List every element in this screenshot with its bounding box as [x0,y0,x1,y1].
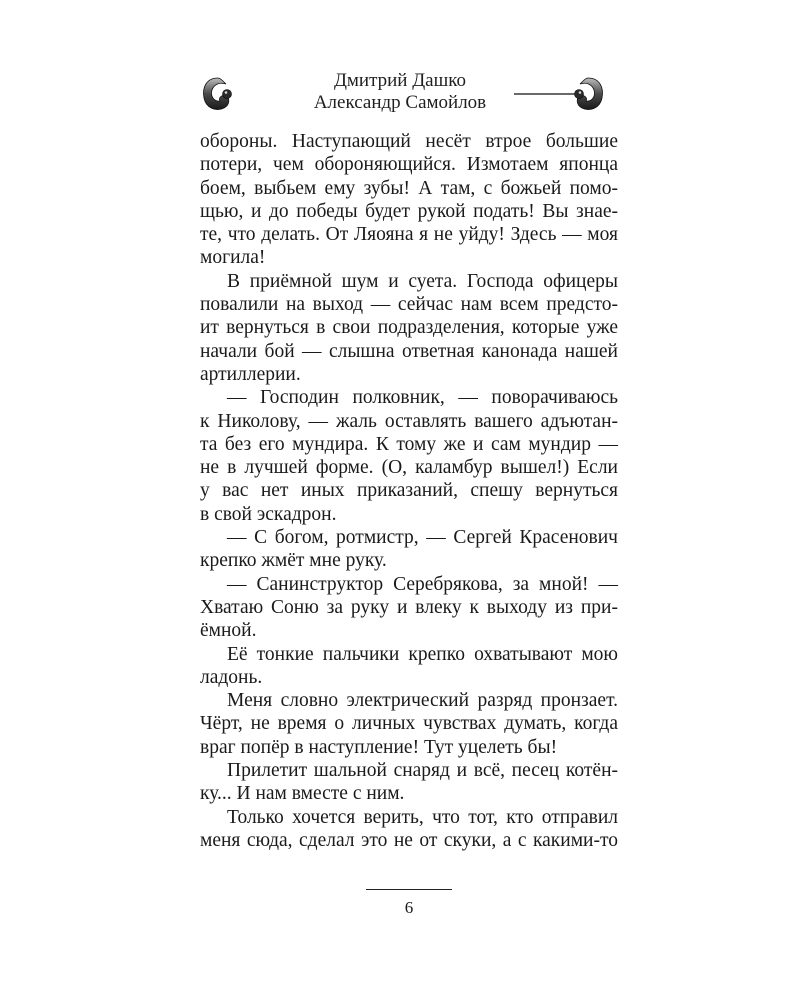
text-line: потери, чем обороняющийся. Измотаем японца [200,154,618,176]
text-line: Чёрт, не время о личных чувствах думать, когда [200,713,618,735]
text-line: враг попёр в наступление! Тут уцелеть бы! [200,736,558,758]
running-header [0,70,800,122]
text-line: ёмной. [200,620,257,642]
text-line: могила! [200,247,266,269]
page-number: 6 [404,898,414,917]
text-line: — С богом, ротмистр, — Сергей Красенович [227,527,618,549]
text-line: меня сюда, сделал это не от скуки, а с какими-то [200,829,618,851]
text-line: — Санинструктор Серебрякова, за мной! — [227,573,618,595]
text-line: В приёмной шум и суета. Господа офицеры [227,270,618,292]
author-name-1: Дмитрий Дашко [333,70,467,91]
text-line: артиллерии. [200,363,301,385]
text-line: повалили на выход — сейчас нам всем предсто- [200,294,618,316]
text-line: ит вернуться в свои подразделения, которые уже [200,317,618,339]
text-line: начали бой — слышна ответная канонада нашей [200,340,618,362]
body-text [200,130,618,852]
text-line: Меня словно электрический разряд пронзает. [227,690,618,712]
text-line: Её тонкие пальчики крепко охватывают мою [227,643,618,665]
text-line: к Николову, — жаль оставлять вашего адъютан- [200,410,618,432]
right-ornament-icon [510,72,606,116]
text-line: боем, выбьем ему зубы! А там, с божьей помо- [200,177,618,199]
text-line: та без его мундира. К тому же и сам мундир — [200,433,618,455]
text-line: Прилетит шальной снаряд и всё, песец котён- [227,760,618,782]
text-line: крепко жмёт мне руку. [200,550,387,572]
footer-rule [366,889,452,890]
text-line: ладонь. [200,666,263,688]
text-line: Только хочется верить, что тот, кто отправил [227,806,618,828]
text-line: обороны. Наступающий несёт втрое большие [200,131,618,152]
text-line: в свой эскадрон. [200,503,337,525]
text-line: — Господин полковник, — поворачиваюсь [227,387,618,409]
text-line: те, что делать. От Ляояна я не уйду! Здесь — моя [200,224,618,246]
author-name-2: Александр Самойлов [313,92,487,113]
authors-block [250,70,550,114]
text-line: не в лучшей форме. (О, каламбур вышел!) Если [200,457,618,479]
text-line: Хватаю Соню за руку и влеку к выходу из при- [200,596,618,618]
text-line: у вас нет иных приказаний, спешу вернуться [200,480,618,502]
text-line: щью, и до победы будет рукой подать! Вы знае- [200,200,618,222]
text-line: ку... И нам вместе с ним. [200,783,405,805]
